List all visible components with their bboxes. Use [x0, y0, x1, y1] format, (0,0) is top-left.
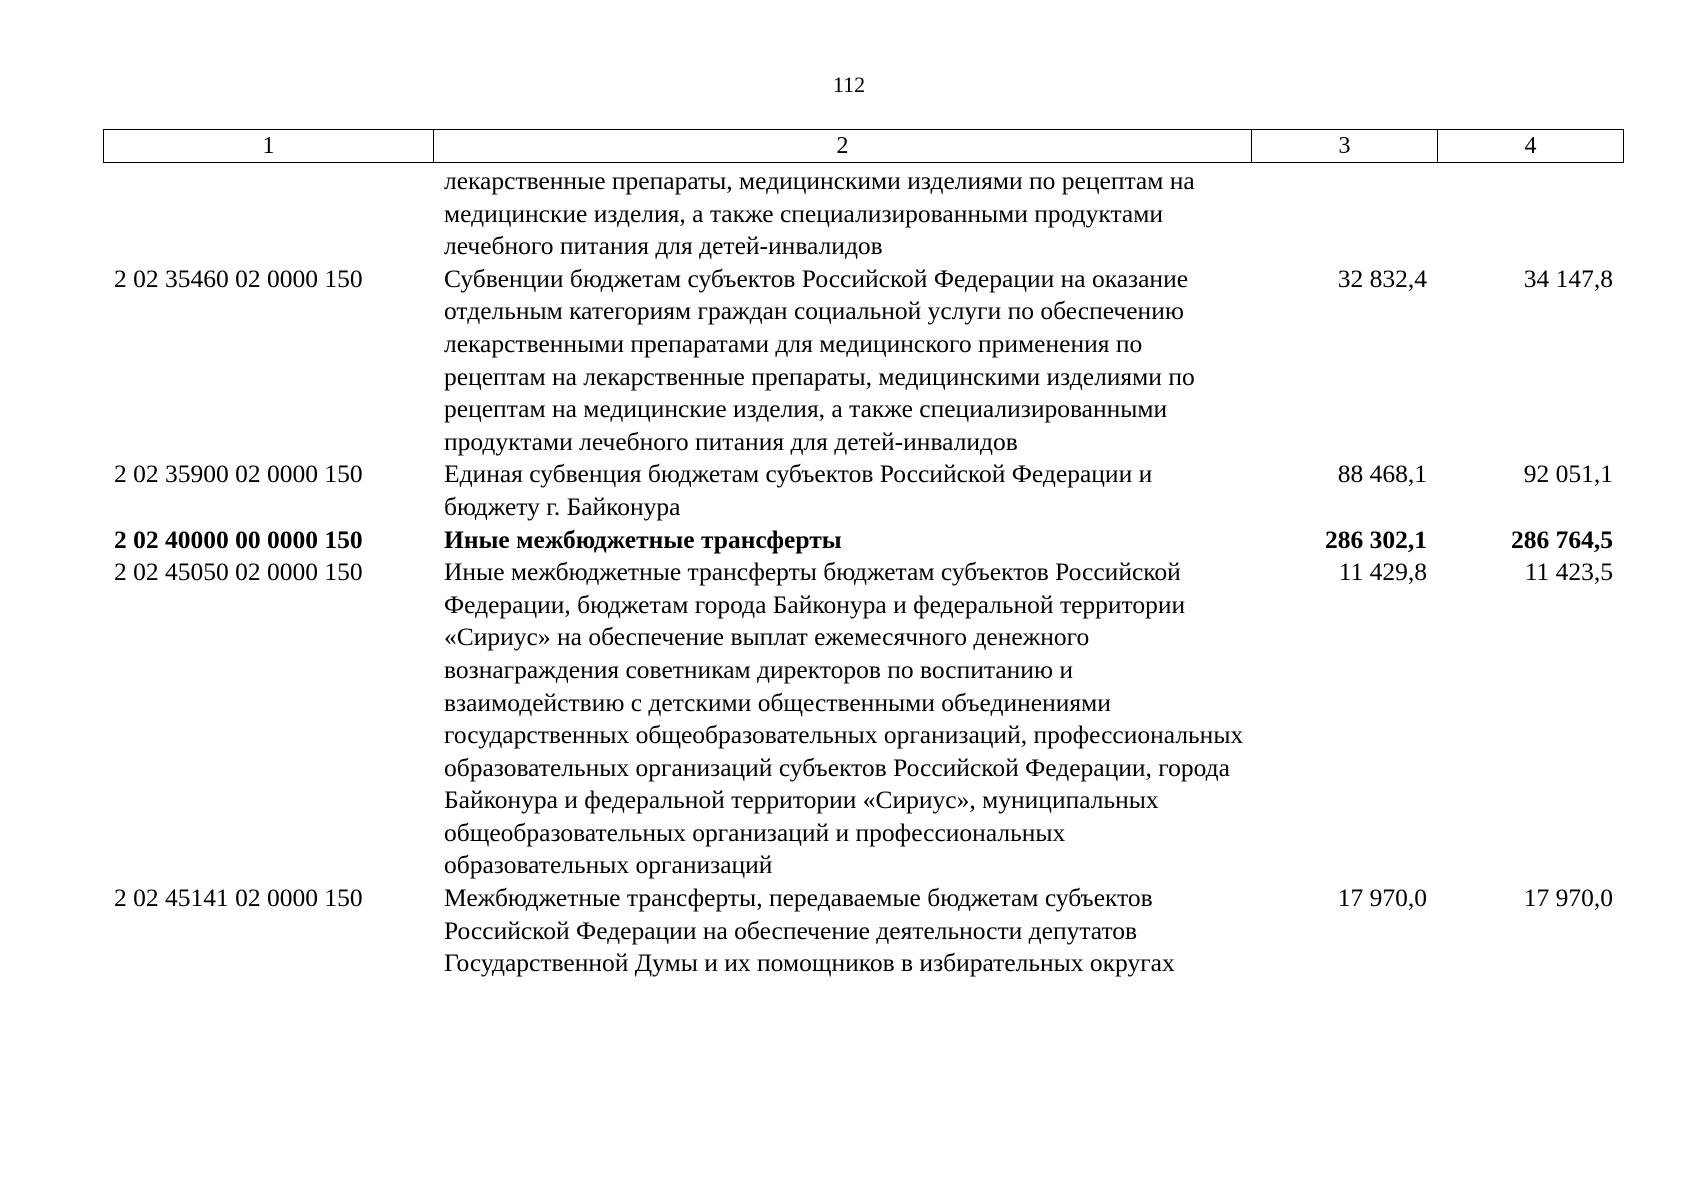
code-cell: [103, 165, 433, 263]
header-cell-4: 4: [1438, 130, 1624, 163]
table-row: [103, 458, 1623, 523]
value-col3-cell: 32 832,4: [1337, 263, 1427, 293]
code-cell: 2 02 35460 02 0000 150: [114, 263, 363, 293]
header-cell-2: 2: [434, 130, 1252, 163]
table-row: [103, 556, 1623, 882]
name-cell: Субвенции бюджетам субъектов Российской Федерации на оказание отдельным категориям граждан социальной услуги по обеспечению лекарственными препаратами для медицинского применения по рецептам на лекарственные препараты, медицинскими изделиями по рецептам на медицинские изделия, а также специализированными продуктами лечебного питания для детей-инвалидов: [444, 263, 1195, 456]
code-cell: 2 02 40000 00 0000 150: [114, 524, 363, 554]
value-col4-cell: [1437, 165, 1623, 263]
code-cell: 2 02 45141 02 0000 150: [114, 883, 363, 913]
name-cell: Единая субвенция бюджетам субъектов Российской Федерации и бюджету г. Байконура: [444, 459, 1153, 521]
table-header: [103, 129, 1624, 163]
value-col4-cell: 286 764,5: [1511, 524, 1613, 554]
budget-table: [103, 165, 1623, 980]
table-row: [103, 882, 1623, 980]
value-col3-cell: 11 429,8: [1338, 557, 1427, 587]
value-col4-cell: 92 051,1: [1523, 459, 1613, 489]
page-number: 112: [832, 72, 866, 97]
header-cell-3: 3: [1252, 130, 1438, 163]
header-cell-1: 1: [104, 130, 434, 163]
table-row: [103, 263, 1623, 459]
name-cell: Межбюджетные трансферты, передаваемые бюджетам субъектов Российской Федерации на обеспечение деятельности депутатов Государственной Думы и их помощников в избирательных округах: [444, 883, 1175, 978]
table-row: [103, 165, 1623, 263]
value-col3-cell: 88 468,1: [1337, 459, 1427, 489]
name-cell: Иные межбюджетные трансферты: [444, 524, 842, 554]
value-col4-cell: 11 423,5: [1524, 557, 1613, 587]
value-col3-cell: 17 970,0: [1337, 883, 1427, 913]
value-col3-cell: [1251, 165, 1437, 263]
header-row: [104, 130, 1624, 163]
code-cell: 2 02 45050 02 0000 150: [114, 557, 363, 587]
value-col4-cell: 34 147,8: [1523, 263, 1613, 293]
value-col3-cell: 286 302,1: [1325, 524, 1427, 554]
code-cell: 2 02 35900 02 0000 150: [114, 459, 363, 489]
table-row: [103, 524, 1623, 557]
name-cell: Иные межбюджетные трансферты бюджетам субъектов Российской Федерации, бюджетам города Байконура и федеральной территории «Сириус» на обеспечение выплат ежемесячного денежного вознаграждения советникам директоров по воспитанию и взаимодействию с детскими общественными объединениями государственных общеобразовательных организаций, профессиональных образовательных организаций субъектов Российской Федерации, города Байконура и федеральной территории «Сириус», муниципальных общеобразовательных организаций и профессиональных образовательных организаций: [444, 557, 1244, 880]
name-cell: лекарственные препараты, медицинскими изделиями по рецептам на медицинские изделия, а также специализированными продуктами лечебного питания для детей-инвалидов: [444, 166, 1195, 261]
value-col4-cell: 17 970,0: [1523, 883, 1613, 913]
